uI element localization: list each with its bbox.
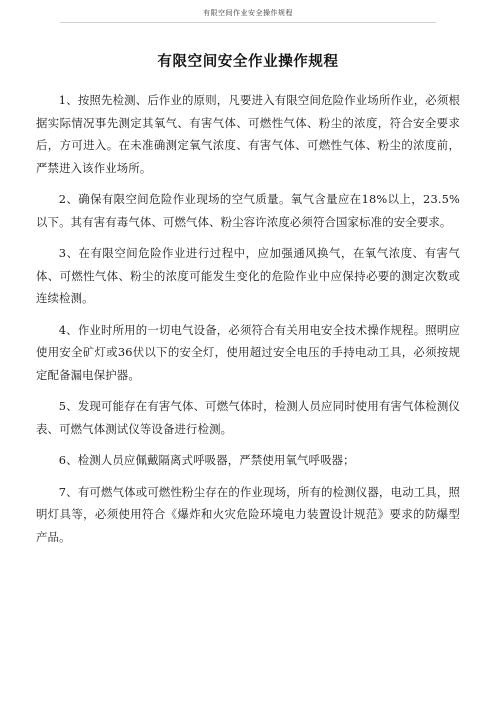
header-divider: [60, 22, 436, 23]
paragraph-2: 2、确保有限空间危险作业现场的空气质量。氧气含量应在18%以上，23.5%以下。其有害有毒气体、可燃气体、粉尘容许浓度必须符合国家标准的安全要求。: [36, 192, 460, 229]
paragraph-6: 6、检测人员应佩戴隔离式呼吸器，严禁使用氧气呼吸器；: [58, 453, 355, 467]
paragraph-7: 7、有可燃气体或可燃性粉尘存在的作业现场，所有的检测仪器，电动工具，照明灯具等，必须使用符合《爆炸和火灾危险环境电力装置设计规范》要求的防爆型产品。: [36, 484, 460, 544]
paragraph-4: 4、作业时所用的一切电气设备，必须符合有关用电安全技术操作规程。照明应使用安全矿灯或36伏以下的安全灯，使用超过安全电压的手持电动工具，必须按规定配备漏电保护器。: [36, 322, 460, 382]
paragraph-1: 1、按照先检测、后作业的原则，凡要进入有限空间危险作业场所作业，必须根据实际情况事先测定其氧气、有害气体、可燃性气体、粉尘的浓度，符合安全要求后，方可进入。在未准确测定氧气浓度、有害气体、可燃性气体、粉尘的浓度前，严禁进入该作业场所。: [36, 93, 460, 175]
document-body: [36, 89, 460, 557]
document-title: 有限空间安全作业操作规程: [157, 54, 339, 70]
paragraph-5: 5、发现可能存在有害气体、可燃气体时，检测人员应同时使用有害气体检测仪表、可燃气体测试仪等设备进行检测。: [36, 399, 460, 436]
paragraph-3: 3、在有限空间危险作业进行过程中，应加强通风换气，在氧气浓度、有害气体、可燃性气体、粉尘的浓度可能发生变化的危险作业中应保持必要的测定次数或连续检测。: [36, 246, 460, 305]
running-header: 有限空间作业安全操作规程: [203, 9, 293, 17]
